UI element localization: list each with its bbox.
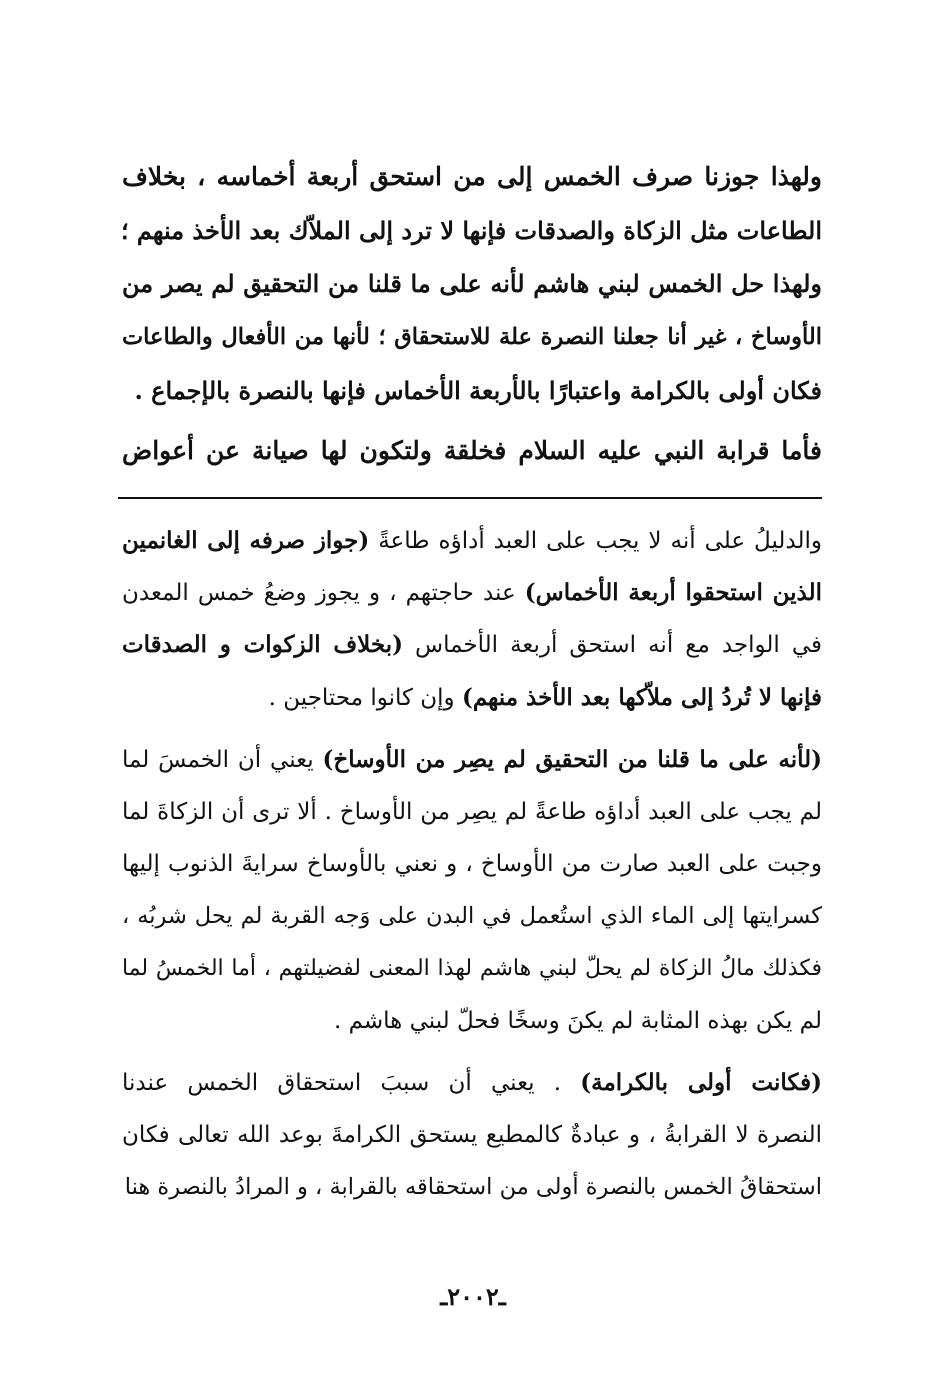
main-paragraph-2 <box>122 424 822 478</box>
commentary-line <box>122 943 822 995</box>
commentary-line <box>122 995 822 1047</box>
main-line: الطاعات مثل الزكاة والصدقات فإنها لا ترد إلى الملاّك بعد الأخذ منهم ؛ <box>120 215 822 245</box>
commentary-paragraph-1 <box>122 515 822 724</box>
commentary-text: فكذلك مالُ الزكاة لم يحلّ لبني هاشم لهذا المعنى لفضيلتهم ، أما الخمسُ لما <box>122 955 822 981</box>
quoted-matn-text: (جواز صرفه إلى الغانمين <box>122 527 370 554</box>
commentary-text: النصرة لا القرابةُ ، و عبادةٌ كالمطيع يستحق الكرامةَ بوعد الله تعالى فكان <box>122 1122 822 1149</box>
paragraph-gap <box>122 724 822 734</box>
quoted-matn-text: الذين استحقوا أربعة الأخماس) <box>524 579 822 607</box>
commentary-text: وإن كانوا محتاجين . <box>268 684 462 711</box>
commentary <box>122 515 822 1213</box>
commentary-text: كسرايتها إلى الماء الذي استُعمل في البدن على وَجه القربة لم يحل شربُه ، <box>122 903 822 930</box>
main-text <box>122 150 822 478</box>
commentary-text: يعني أن الخمسَ لما <box>122 746 323 773</box>
commentary-text: لم يكن بهذه المثابة لم يكنَ وسخًا فحلّ لبني هاشم . <box>333 1007 822 1034</box>
commentary-text: استحقاقُ الخمس بالنصرة أولى من استحقاقه بالقرابة ، و المرادُ بالنصرة هنا <box>124 1174 822 1201</box>
commentary-text: في الواجد مع أنه استحق أربعة الأخماس <box>403 632 822 659</box>
commentary-text: وجبت على العبد صارت من الأوساخ ، و نعني بالأوساخ سرايةَ الذنوب إليها <box>122 851 822 878</box>
quoted-matn-text: (فكانت أولى بالكرامة) <box>580 1068 822 1096</box>
main-line: فأما قرابة النبي عليه السلام فخلقة ولتكون لها صيانة عن أعواض <box>122 435 822 465</box>
commentary-line <box>122 734 822 786</box>
main-line: ولهذا جوزنا صرف الخمس إلى من استحق أربعة أخماسه ، بخلاف <box>122 162 822 191</box>
commentary-line <box>122 1109 822 1161</box>
quoted-matn-text: (بخلاف الزكوات و الصدقات <box>122 631 404 659</box>
paragraph-gap <box>122 1047 822 1057</box>
commentary-line <box>122 619 822 671</box>
commentary-line <box>122 1057 822 1109</box>
commentary-text: . يعني أن سببَ استحقاق الخمس عندنا <box>122 1069 581 1096</box>
quoted-matn-text: فإنها لا تُردُ إلى ملاّكها بعد الأخذ منهم) <box>461 683 822 711</box>
commentary-line <box>122 672 822 724</box>
main-line: الأوساخ ، غير أنا جعلنا النصرة علة للاستحقاق ؛ لأنها من الأفعال والطاعات <box>122 323 822 350</box>
page-number: ـ٢٠٠٢ـ <box>440 1282 506 1311</box>
footnote-divider <box>118 497 822 499</box>
commentary-line <box>122 890 822 942</box>
commentary-line <box>122 515 822 567</box>
commentary-paragraph-3 <box>122 1057 822 1214</box>
main-line: ولهذا حل الخمس لبني هاشم لأنه على ما قلنا من التحقيق لم يصر من <box>122 269 823 299</box>
commentary-paragraph-2 <box>122 734 822 1047</box>
commentary-text: والدليلُ على أنه لا يجب على العبد أداؤه طاعةً <box>369 528 823 554</box>
commentary-text: لم يجب على العبد أداؤه طاعةً لم يصِر من الأوساخ . ألا ترى أن الزكاةَ لما <box>122 798 822 825</box>
commentary-line <box>122 838 822 890</box>
commentary-line <box>122 567 822 619</box>
commentary-line <box>122 786 822 838</box>
main-line: فكان أولى بالكرامة واعتبارًا بالأربعة الأخماس فإنها بالنصرة بالإجماع . <box>134 376 822 406</box>
quoted-matn-text: (لأنه على ما قلنا من التحقيق لم يصِر من الأوساخ) <box>322 745 823 773</box>
commentary-text: عند حاجتهم ، و يجوز وضعُ خمس المعدن <box>122 580 525 607</box>
main-paragraph-1 <box>122 150 822 418</box>
commentary-line <box>122 1161 822 1213</box>
